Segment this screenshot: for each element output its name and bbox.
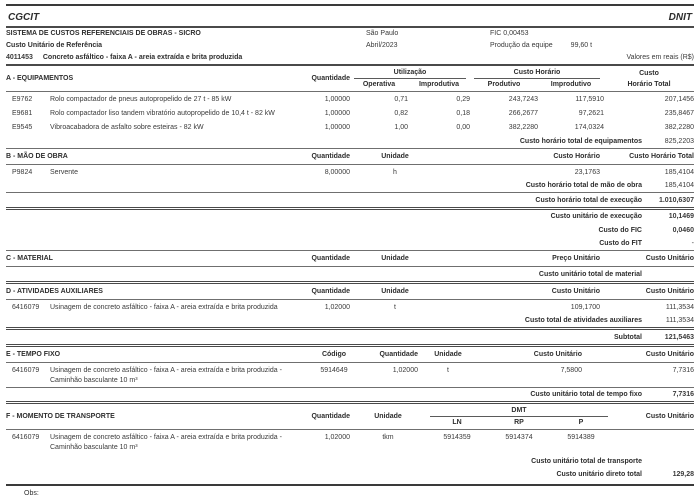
equipment-total-label: Custo horário total de equipamentos (519, 137, 642, 145)
equip-desc: Rolo compactador liso tandem vibratório autopropelido de 10,4 t - 82 kW (50, 110, 275, 117)
aux-activity-row (6, 300, 694, 314)
equip-qty: 1,00000 (324, 96, 350, 103)
equip-code: E9545 (12, 124, 33, 131)
transport-rp: 5914374 (505, 434, 533, 441)
group-utilizacao: Utilização (354, 68, 466, 79)
group-dmt: DMT (430, 406, 608, 417)
col-quantidade: Quantidade (379, 350, 418, 358)
section-b-header (6, 149, 694, 164)
fit-cost-label: Custo do FIT (599, 240, 642, 247)
col-preco-unitario: Preço Unitário (552, 255, 600, 262)
section-f-title: F - MOMENTO DE TRANSPORTE (6, 413, 115, 420)
labor-qty: 8,00000 (324, 168, 350, 176)
equip-produtivo: 243,7243 (508, 96, 538, 103)
col-codigo: Código (321, 350, 347, 358)
exec-unit-total-label: Custo unitário de execução (550, 213, 642, 220)
grand-total-label: Custo unitário direto total (556, 471, 642, 478)
fit-cost-value: - (691, 240, 694, 247)
col-quantidade: Quantidade (311, 255, 350, 262)
service-row (6, 52, 694, 64)
aux-unit: t (394, 303, 396, 311)
equip-operativa: 0,82 (394, 110, 408, 117)
labor-total: 185,4104 (664, 168, 694, 176)
col-custo-horario-total: Custo Horário Total (629, 152, 694, 160)
fixed-time-total: 7,7316 (672, 366, 694, 374)
fixed-time-transport-code: 5914649 (320, 366, 348, 374)
labor-total-row (6, 179, 694, 193)
labor-total-label: Custo horário total de mão de obra (525, 182, 642, 189)
col-unidade: Unidade (434, 350, 462, 358)
section-b-title: B - MÃO DE OBRA (6, 152, 68, 160)
service-code: 4011453 (6, 54, 33, 61)
equipment-total-value: 825,2203 (664, 137, 694, 145)
currency-note: Valores em reais (R$) (626, 54, 694, 61)
section-c-title: C - MATERIAL (6, 255, 53, 262)
col-quantidade: Quantidade (311, 413, 350, 420)
section-a-title: A - EQUIPAMENTOS (6, 75, 74, 82)
col-improdutivo: Improdutivo (550, 81, 592, 88)
fic-cost-value: 0,0460 (672, 226, 694, 234)
org-left: CGCIT (8, 12, 40, 23)
team-production-value: 99,60 t (570, 42, 593, 49)
equip-improdutiva: 0,29 (456, 96, 470, 103)
equip-code: E9681 (12, 110, 33, 117)
section-e-title: E - TEMPO FIXO (6, 350, 61, 358)
equip-improdutiva: 0,00 (456, 124, 470, 131)
equip-code: E9762 (12, 96, 33, 103)
exec-unit-total-row (6, 210, 694, 224)
transport-row (6, 430, 694, 454)
col-custo-unitario: Custo Unitário (645, 413, 694, 420)
labor-code: P9824 (12, 168, 33, 176)
fixed-time-total-row (6, 388, 694, 402)
subtotal-value: 121,5463 (664, 333, 694, 341)
grand-total-value: 129,28 (672, 471, 694, 478)
fixed-time-code: 6416079 (12, 366, 40, 374)
col-unidade: Unidade (381, 152, 409, 160)
labor-custo-horario: 23,1763 (574, 168, 600, 176)
labor-unit: h (393, 168, 397, 176)
labor-desc: Servente (50, 168, 79, 176)
col-custo-unitario: Custo Unitário (551, 287, 600, 295)
col-quantidade: Quantidade (311, 152, 350, 160)
col-custo-horario: Custo Horário (553, 152, 600, 160)
col-unidade: Unidade (374, 413, 402, 420)
system-title: SISTEMA DE CUSTOS REFERENCIAIS DE OBRAS - SICRO (6, 30, 201, 37)
col-p: P (578, 419, 584, 426)
transport-ln: 5914359 (443, 434, 471, 441)
equip-qty: 1,00000 (324, 124, 350, 131)
transport-total-label: Custo unitário total de transporte (531, 457, 642, 465)
exec-hourly-total-row (6, 193, 694, 207)
org-header (6, 6, 694, 26)
fixed-time-row (6, 363, 694, 387)
section-e-header (6, 347, 694, 362)
col-operativa: Operativa (362, 81, 396, 88)
transport-qty: 1,02000 (324, 434, 350, 441)
subtitle-row (6, 40, 694, 52)
aux-code: 6416079 (12, 303, 40, 311)
section-f-header (6, 404, 694, 429)
exec-hourly-total-label: Custo horário total de execução (535, 196, 642, 204)
team-production-label: Produção da equipe (490, 42, 553, 49)
equip-improdutivo: 117,5910 (575, 96, 604, 103)
equip-total: 207,1456 (664, 96, 694, 103)
transport-code: 6416079 (12, 434, 40, 441)
transport-unit: tkm (382, 434, 394, 441)
equip-produtivo: 266,2677 (508, 110, 538, 117)
labor-total-value: 185,4104 (664, 182, 694, 189)
equip-operativa: 1,00 (394, 124, 408, 131)
equip-desc: Rolo compactador de pneus autopropelido de 27 t - 85 kW (50, 96, 232, 103)
fixed-time-unit: t (447, 366, 449, 374)
fixed-time-total-value: 7,7316 (672, 391, 694, 398)
fit-cost-row (6, 237, 694, 251)
fic-label: FIC (490, 30, 502, 37)
col-unidade: Unidade (381, 255, 409, 262)
equip-produtivo: 382,2280 (508, 124, 538, 131)
fixed-time-unit-cost: 7,5800 (560, 366, 582, 374)
col-unidade: Unidade (381, 287, 409, 295)
group-custo-horario: Custo Horário (474, 68, 600, 79)
fixed-time-qty: 1,02000 (392, 366, 418, 374)
aux-custo-unitario: 109,1700 (570, 303, 600, 311)
aux-qty: 1,02000 (324, 303, 350, 311)
production-cell (490, 41, 694, 51)
equip-total: 382,2280 (664, 124, 694, 131)
title-row (6, 28, 694, 40)
equip-operativa: 0,71 (394, 96, 408, 103)
sicro-report-page (0, 4, 700, 497)
equip-improdutivo: 174,0324 (574, 124, 604, 131)
col-custo-total-l1: Custo (639, 70, 659, 77)
material-total-row (6, 267, 694, 281)
obs-label: Obs: (24, 490, 39, 497)
fic-cell (490, 29, 694, 39)
fic-value: 0,00453 (503, 30, 529, 37)
aux-desc: Usinagem de concreto asfáltico - faixa A - areia extraída e brita produzida (50, 303, 278, 311)
col-custo-unitario-total: Custo Unitário (645, 287, 694, 295)
section-a-header (6, 66, 694, 91)
aux-total-row (6, 314, 694, 328)
subtotal-label: Subtotal (614, 333, 642, 341)
org-right: DNIT (668, 12, 692, 23)
doc-type: Custo Unitário de Referência (6, 42, 103, 49)
fixed-time-desc: Usinagem de concreto asfáltico - faixa A - areia extraída e brita produzida - Caminhão basculante 10 m³ (50, 366, 282, 384)
col-custo-unitario: Custo Unitário (533, 350, 582, 358)
aux-total-label: Custo total de atividades auxiliares (524, 317, 642, 324)
equip-improdutivo: 97,2621 (578, 110, 604, 117)
equipment-row (6, 92, 694, 106)
material-total-label: Custo unitário total de material (538, 270, 642, 278)
col-ln: LN (452, 419, 462, 426)
transport-desc: Usinagem de concreto asfáltico - faixa A - areia extraída e brita produzida - Caminhão basculante 10 m³ (50, 434, 282, 451)
labor-row (6, 165, 694, 179)
col-quantidade: Quantidade (311, 75, 350, 82)
grand-total-row (6, 468, 694, 482)
equip-qty: 1,00000 (324, 110, 350, 117)
col-custo-unitario-total: Custo Unitário (645, 350, 694, 358)
equipment-total-row (6, 134, 694, 148)
col-produtivo: Produtivo (487, 81, 521, 88)
equipment-row (6, 120, 694, 134)
section-d-header (6, 284, 694, 299)
col-improdutiva: Improdutiva (418, 81, 460, 88)
equip-improdutiva: 0,18 (456, 110, 470, 117)
exec-unit-total-value: 10,1469 (668, 213, 694, 220)
aux-total: 111,3534 (665, 303, 694, 311)
col-quantidade: Quantidade (311, 287, 350, 295)
fic-cost-row (6, 223, 694, 237)
section-c-header (6, 251, 694, 266)
month: Abril/2023 (366, 42, 398, 49)
service-desc: Concreto asfáltico - faixa A - areia extraída e brita produzida (42, 54, 243, 61)
col-custo-unitario: Custo Unitário (645, 255, 694, 262)
equip-desc: Vibroacabadora de asfalto sobre esteiras - 82 kW (50, 124, 204, 131)
col-rp: RP (514, 419, 524, 426)
transport-total-row (6, 454, 694, 468)
transport-p: 5914389 (567, 434, 595, 441)
subtotal-row (6, 330, 694, 344)
section-d-title: D - ATIVIDADES AUXILIARES (6, 287, 103, 295)
equip-total: 235,8467 (664, 110, 694, 117)
equipment-row (6, 106, 694, 120)
col-custo-total-l2: Horário Total (627, 81, 671, 88)
aux-total-value: 111,3534 (665, 317, 694, 324)
fixed-time-total-label: Custo unitário total de tempo fixo (530, 391, 642, 398)
fic-cost-label: Custo do FIC (598, 226, 642, 234)
state: São Paulo (366, 30, 399, 37)
service-cell (6, 53, 366, 63)
exec-hourly-total-value: 1.010,6307 (658, 196, 694, 204)
